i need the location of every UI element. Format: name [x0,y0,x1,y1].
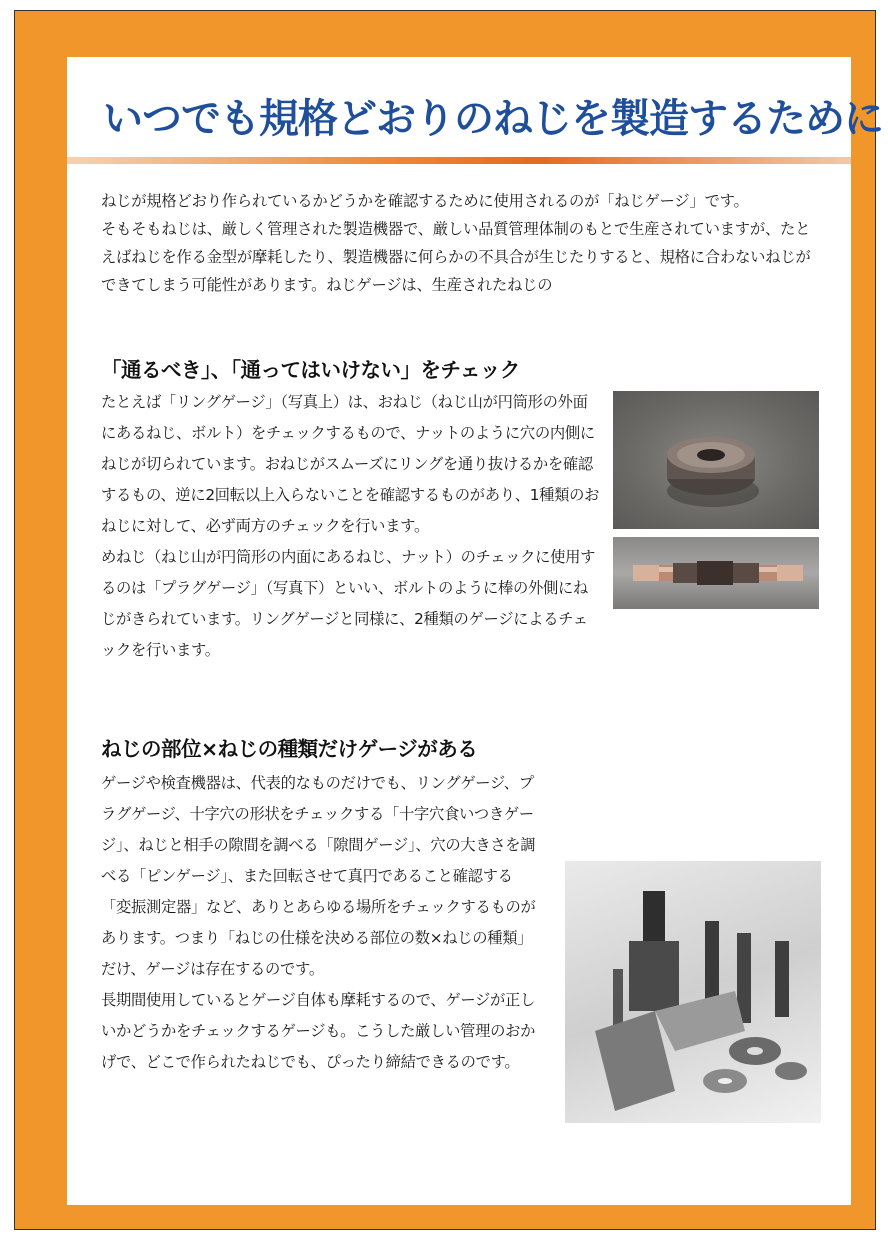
content-sheet [67,57,883,1205]
ring-gauge-image [613,391,819,529]
plug-gauge-photo [613,537,819,609]
orange-frame [14,10,883,1230]
ring-gauge-photo [613,391,819,529]
page-title: いつでも規格どおりのねじを製造するために [103,96,883,142]
section1-paragraph-1: たとえば「リングゲージ」（写真上）は、おねじ（ねじ山が円筒形の外面にあるねじ、ボルト）をチェックするもので、ナットのように穴の内側にねじが切られています。おねじがスムーズにリングを通り抜けるかを確認するもの、逆に2回転以上入らないことを確認するものがあり、1種類のおねじに対して、必ず両方のチェックを行います。 [101,393,600,535]
intro-paragraph-1: ねじが規格どおり作られているかどうかを確認するために使用されるのが「ねじゲージ」です。 [101,192,749,210]
intro-text [101,187,825,299]
section1-paragraph-2: めねじ（ねじ山が円筒形の内面にあるねじ、ナット）のチェックに使用するのは「プラグゲージ」（写真下）といい、ボルトのように棒の外側にねじがきられています。リングゲージと同様に、2種類のゲージによるチェックを行います。 [101,548,596,659]
section2-body [101,768,541,1078]
intro-paragraph-2: そもそもねじは、厳しく管理された製造機器で、厳しい品質管理体制のもとで生産されていますが、たとえばねじを作る金型が摩耗したり、製造機器に何らかの不具合が生じたりすると、規格に合わないねじができてしまう可能性があります。ねじゲージは、生産されたねじの [101,220,811,294]
section2-paragraph-1: ゲージや検査機器は、代表的なものだけでも、リングゲージ、プラグゲージ、十字穴の形状をチェックする「十字穴食いつきゲージ」、ねじと相手の隙間を調べる「隙間ゲージ」、穴の大きさを調べる「ピンゲージ」、また回転させて真円であること確認する「変振測定器」など、ありとあらゆる場所をチェックするものがあります。つまり「ねじの仕様を決める部位の数×ねじの種類」だけ、ゲージは存在するのです。 [101,774,536,978]
various-gauges-photo [565,861,821,1123]
section2-paragraph-2: 長期間使用しているとゲージ自体も摩耗するので、ゲージが正しいかどうかをチェックするゲージも。こうした厳しい管理のおかげで、どこで作られたねじでも、ぴったり締結できるのです。 [101,991,536,1071]
section1-heading: 「通るべき」、「通ってはいけない」をチェック [101,358,520,382]
section1-body [101,387,601,666]
section2-heading: ねじの部位×ねじの種類だけゲージがある [101,737,478,761]
plug-gauge-image [613,537,819,609]
title-underline [67,157,851,164]
various-gauges-image [565,861,821,1123]
